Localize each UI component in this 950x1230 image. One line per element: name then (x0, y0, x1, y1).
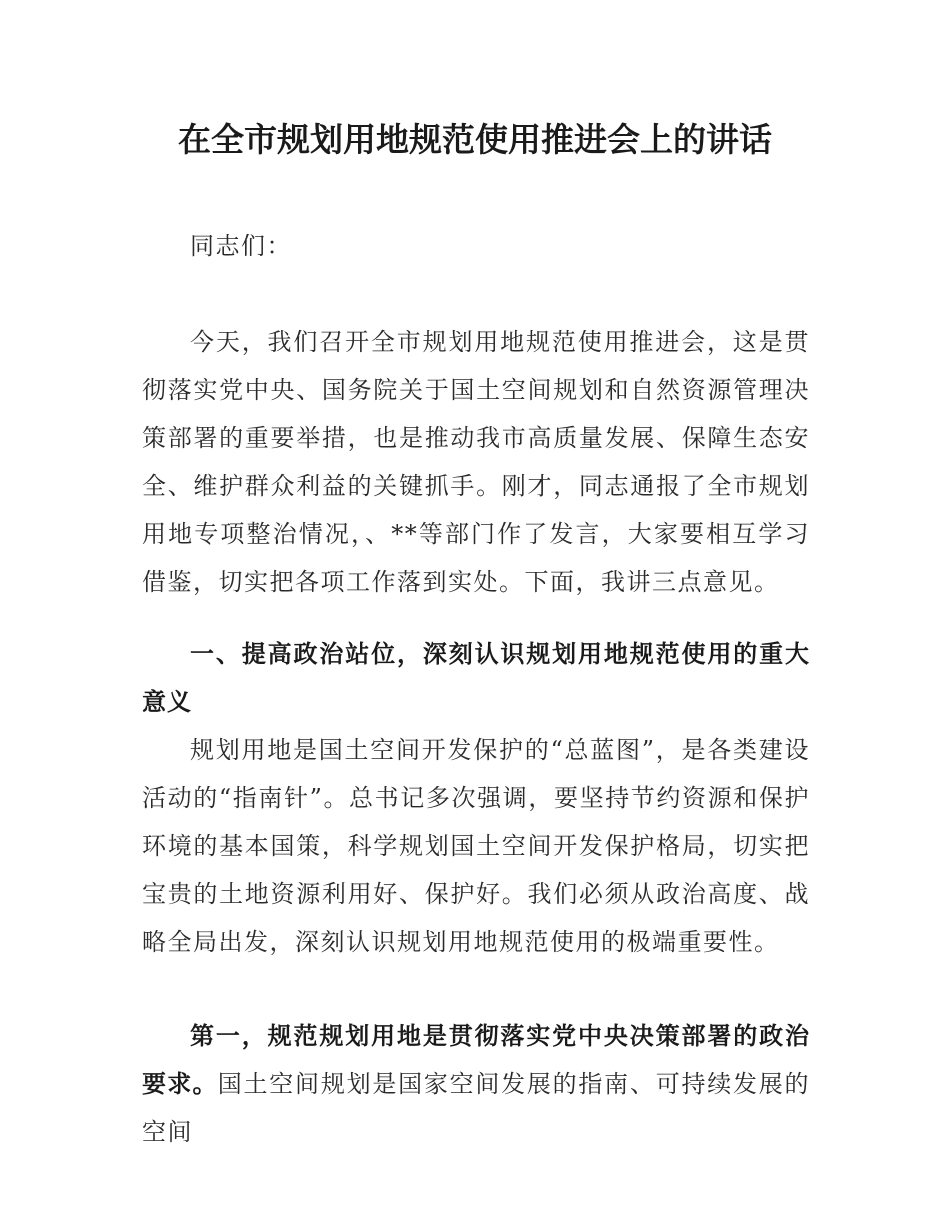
paragraph-intro: 今天，我们召开全市规划用地规范使用推进会，这是贯彻落实党中央、国务院关于国土空间规划和自然资源管理决策部署的重要举措，也是推动我市高质量发展、保障生态安全、维护群众利益的关键抓手。刚才，同志通报了全市规划用地专项整治情况，、**等部门作了发言，大家要相互学习借鉴，切实把各项工作落到实处。下面，我讲三点意见。 (142, 328, 810, 596)
section-heading-1: 一、提高政治站位，深刻认识规划用地规范使用的重大意义 (142, 640, 810, 716)
paragraph-point-1 (142, 1012, 810, 1156)
paragraph-section-1: 规划用地是国土空间开发保护的“总蓝图”，是各类建设活动的“指南针”。总书记多次强调，要坚持节约资源和保护环境的基本国策，科学规划国土空间开发保护格局，切实把宝贵的土地资源利用好、保护好。我们必须从政治高度、战略全局出发，深刻认识规划用地规范使用的极端重要性。 (142, 736, 810, 956)
salutation: 同志们： (190, 232, 292, 260)
document-title: 在全市规划用地规范使用推进会上的讲话 (178, 120, 772, 159)
point-1-text: 国土空间规划是国家空间发展的指南、可持续发展的空间 (142, 1070, 810, 1146)
point-1-lead: 第一，规范规划用地是贯彻落实党中央决策部署的政治要求。 (142, 1022, 810, 1098)
